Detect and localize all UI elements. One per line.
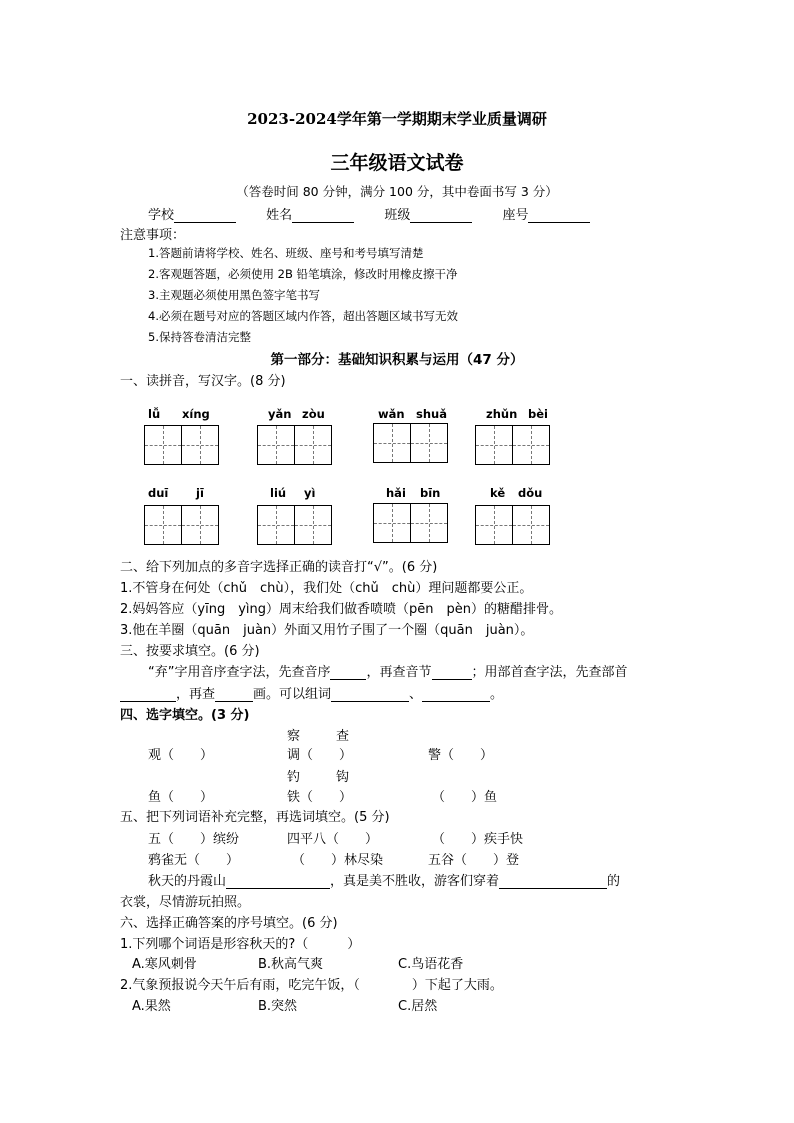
pinyin: duī [148,486,169,500]
pinyin: hǎi [386,486,406,500]
q4-item: 调（ ） [287,748,353,763]
q4-choice: 查 [336,729,350,744]
notice-item: 5.保持答卷清洁完整 [148,330,251,344]
pinyin: shuǎ [416,407,447,421]
q6-option[interactable]: C.鸟语花香 [398,957,464,972]
q6-title: 六、选择正确答案的序号填空。(6 分) [120,916,338,931]
exam-note: （答卷时间 80 分钟，满分 100 分，其中卷面书写 3 分） [236,184,558,199]
q3-text: ，再查 [176,687,216,702]
notice-item: 1.答题前请将学校、姓名、班级、座号和考号填写清楚 [148,246,424,260]
exam-title: 2023-2024学年第一学期期末学业质量调研 [247,110,547,128]
part1-heading: 第一部分：基础知识积累与运用（47 分） [270,352,524,368]
answer-blank[interactable] [215,689,253,702]
q2-title: 二、给下列加点的多音字选择正确的读音打“√”。(6 分) [120,560,438,575]
answer-blank[interactable] [226,876,330,889]
class-label: 班级 [384,208,411,223]
notice-item: 4.必须在题号对应的答题区域内作答，超出答题区域书写无效 [148,309,458,323]
writing-grid[interactable] [144,425,219,465]
pinyin: bīn [420,486,441,500]
q2-line: 3.他在羊圈（quān juàn）外面又用竹子围了一个圈（quān juàn）。 [120,623,534,638]
seat-label: 座号 [502,208,529,223]
answer-blank[interactable] [330,667,366,680]
q5-item: （ ）疾手快 [432,832,524,847]
name-label: 姓名 [266,208,293,223]
answer-blank[interactable] [331,689,409,702]
q3-title: 三、按要求填空。(6 分) [120,644,260,659]
q4-choice: 钩 [336,770,350,785]
pinyin: xíng [182,407,210,421]
answer-blank[interactable] [120,689,176,702]
writing-grid[interactable] [373,423,448,463]
pinyin: kě [490,486,506,500]
q3-text: 。 [490,687,504,702]
pinyin: zòu [302,407,325,421]
pinyin: wǎn [378,407,405,421]
q3-text: 画。可以组词 [253,687,332,702]
q5-item: 五（ ）缤纷 [148,832,240,847]
q5-sentence-end: 衣裳，尽情游玩拍照。 [120,895,251,910]
q5-text: ，真是美不胜收，游客们穿着 [330,874,500,889]
pinyin: liú [270,486,287,500]
q4-item: （ ）鱼 [432,790,498,805]
writing-grid[interactable] [475,425,550,465]
pinyin: yì [304,486,316,500]
q5-item: 鸦雀无（ ） [148,853,240,868]
q4-title: 四、选字填空。(3 分) [120,708,250,723]
school-label: 学校 [148,208,175,223]
exam-subject: 三年级语文试卷 [330,152,464,174]
seat-field[interactable] [528,209,590,223]
name-field[interactable] [292,209,354,223]
q1-title: 一、读拼音，写汉字。(8 分) [120,374,286,389]
notice-item: 3.主观题必须使用黑色签字笔书写 [148,288,320,302]
school-field[interactable] [174,209,236,223]
q6-question: 1.下列哪个词语是形容秋天的?（ ） [120,937,361,952]
q5-item: （ ）林尽染 [292,853,384,868]
writing-grid[interactable] [373,503,448,543]
pinyin: zhǔn [486,407,518,421]
writing-grid[interactable] [257,505,332,545]
q2-line: 2.妈妈答应（yīng yìng）周末给我们做香喷喷（pēn pèn）的糖醋排骨。 [120,602,562,617]
q3-line1 [148,661,628,680]
q4-item: 警（ ） [428,748,494,763]
q3-text: ；用部首查字法，先查部首 [471,665,628,680]
writing-grid[interactable] [144,505,219,545]
q2-line: 1.不管身在何处（chǔ chù），我们处（chǔ chù）理问题都要公正。 [120,581,533,596]
q4-item: 铁（ ） [287,790,353,805]
q6-option[interactable]: B.突然 [258,999,298,1014]
q3-text: ，再查音节 [366,665,432,680]
q4-item: 观（ ） [148,748,214,763]
class-field[interactable] [410,209,472,223]
writing-grid[interactable] [475,505,550,545]
q5-item: 四平八（ ） [287,832,379,847]
q6-option[interactable]: A.果然 [132,999,171,1014]
q4-choice: 钓 [287,770,301,785]
pinyin: bèi [528,407,548,421]
q4-item: 鱼（ ） [148,790,214,805]
q6-option[interactable]: A.寒风刺骨 [132,957,197,972]
pinyin: jī [196,486,204,500]
notice-item: 2.客观题答题，必须使用 2B 铅笔填涂，修改时用橡皮擦干净 [148,267,458,281]
q3-line2 [120,683,503,702]
student-info-row [148,204,616,223]
answer-blank[interactable] [422,689,490,702]
q3-text: “弃”字用音序查字法，先查音序 [148,665,331,680]
q5-text: 的 [607,874,621,889]
answer-blank[interactable] [432,667,472,680]
q5-sentence [148,870,620,889]
q5-text: 秋天的丹霞山 [148,874,227,889]
notice-heading: 注意事项： [120,228,186,243]
q3-text: 、 [409,687,423,702]
q4-choice: 察 [287,729,301,744]
q6-option[interactable]: B.秋高气爽 [258,957,324,972]
answer-blank[interactable] [499,876,607,889]
q6-option[interactable]: C.居然 [398,999,438,1014]
q5-title: 五、把下列词语补充完整，再选词填空。(5 分) [120,810,390,825]
q6-question: 2.气象预报说今天午后有雨，吃完午饭，（ ）下起了大雨。 [120,978,503,993]
pinyin: lǚ [148,407,161,421]
q5-item: 五谷（ ）登 [428,853,520,868]
writing-grid[interactable] [257,425,332,465]
pinyin: yǎn [268,407,292,421]
pinyin: dǒu [518,486,543,500]
